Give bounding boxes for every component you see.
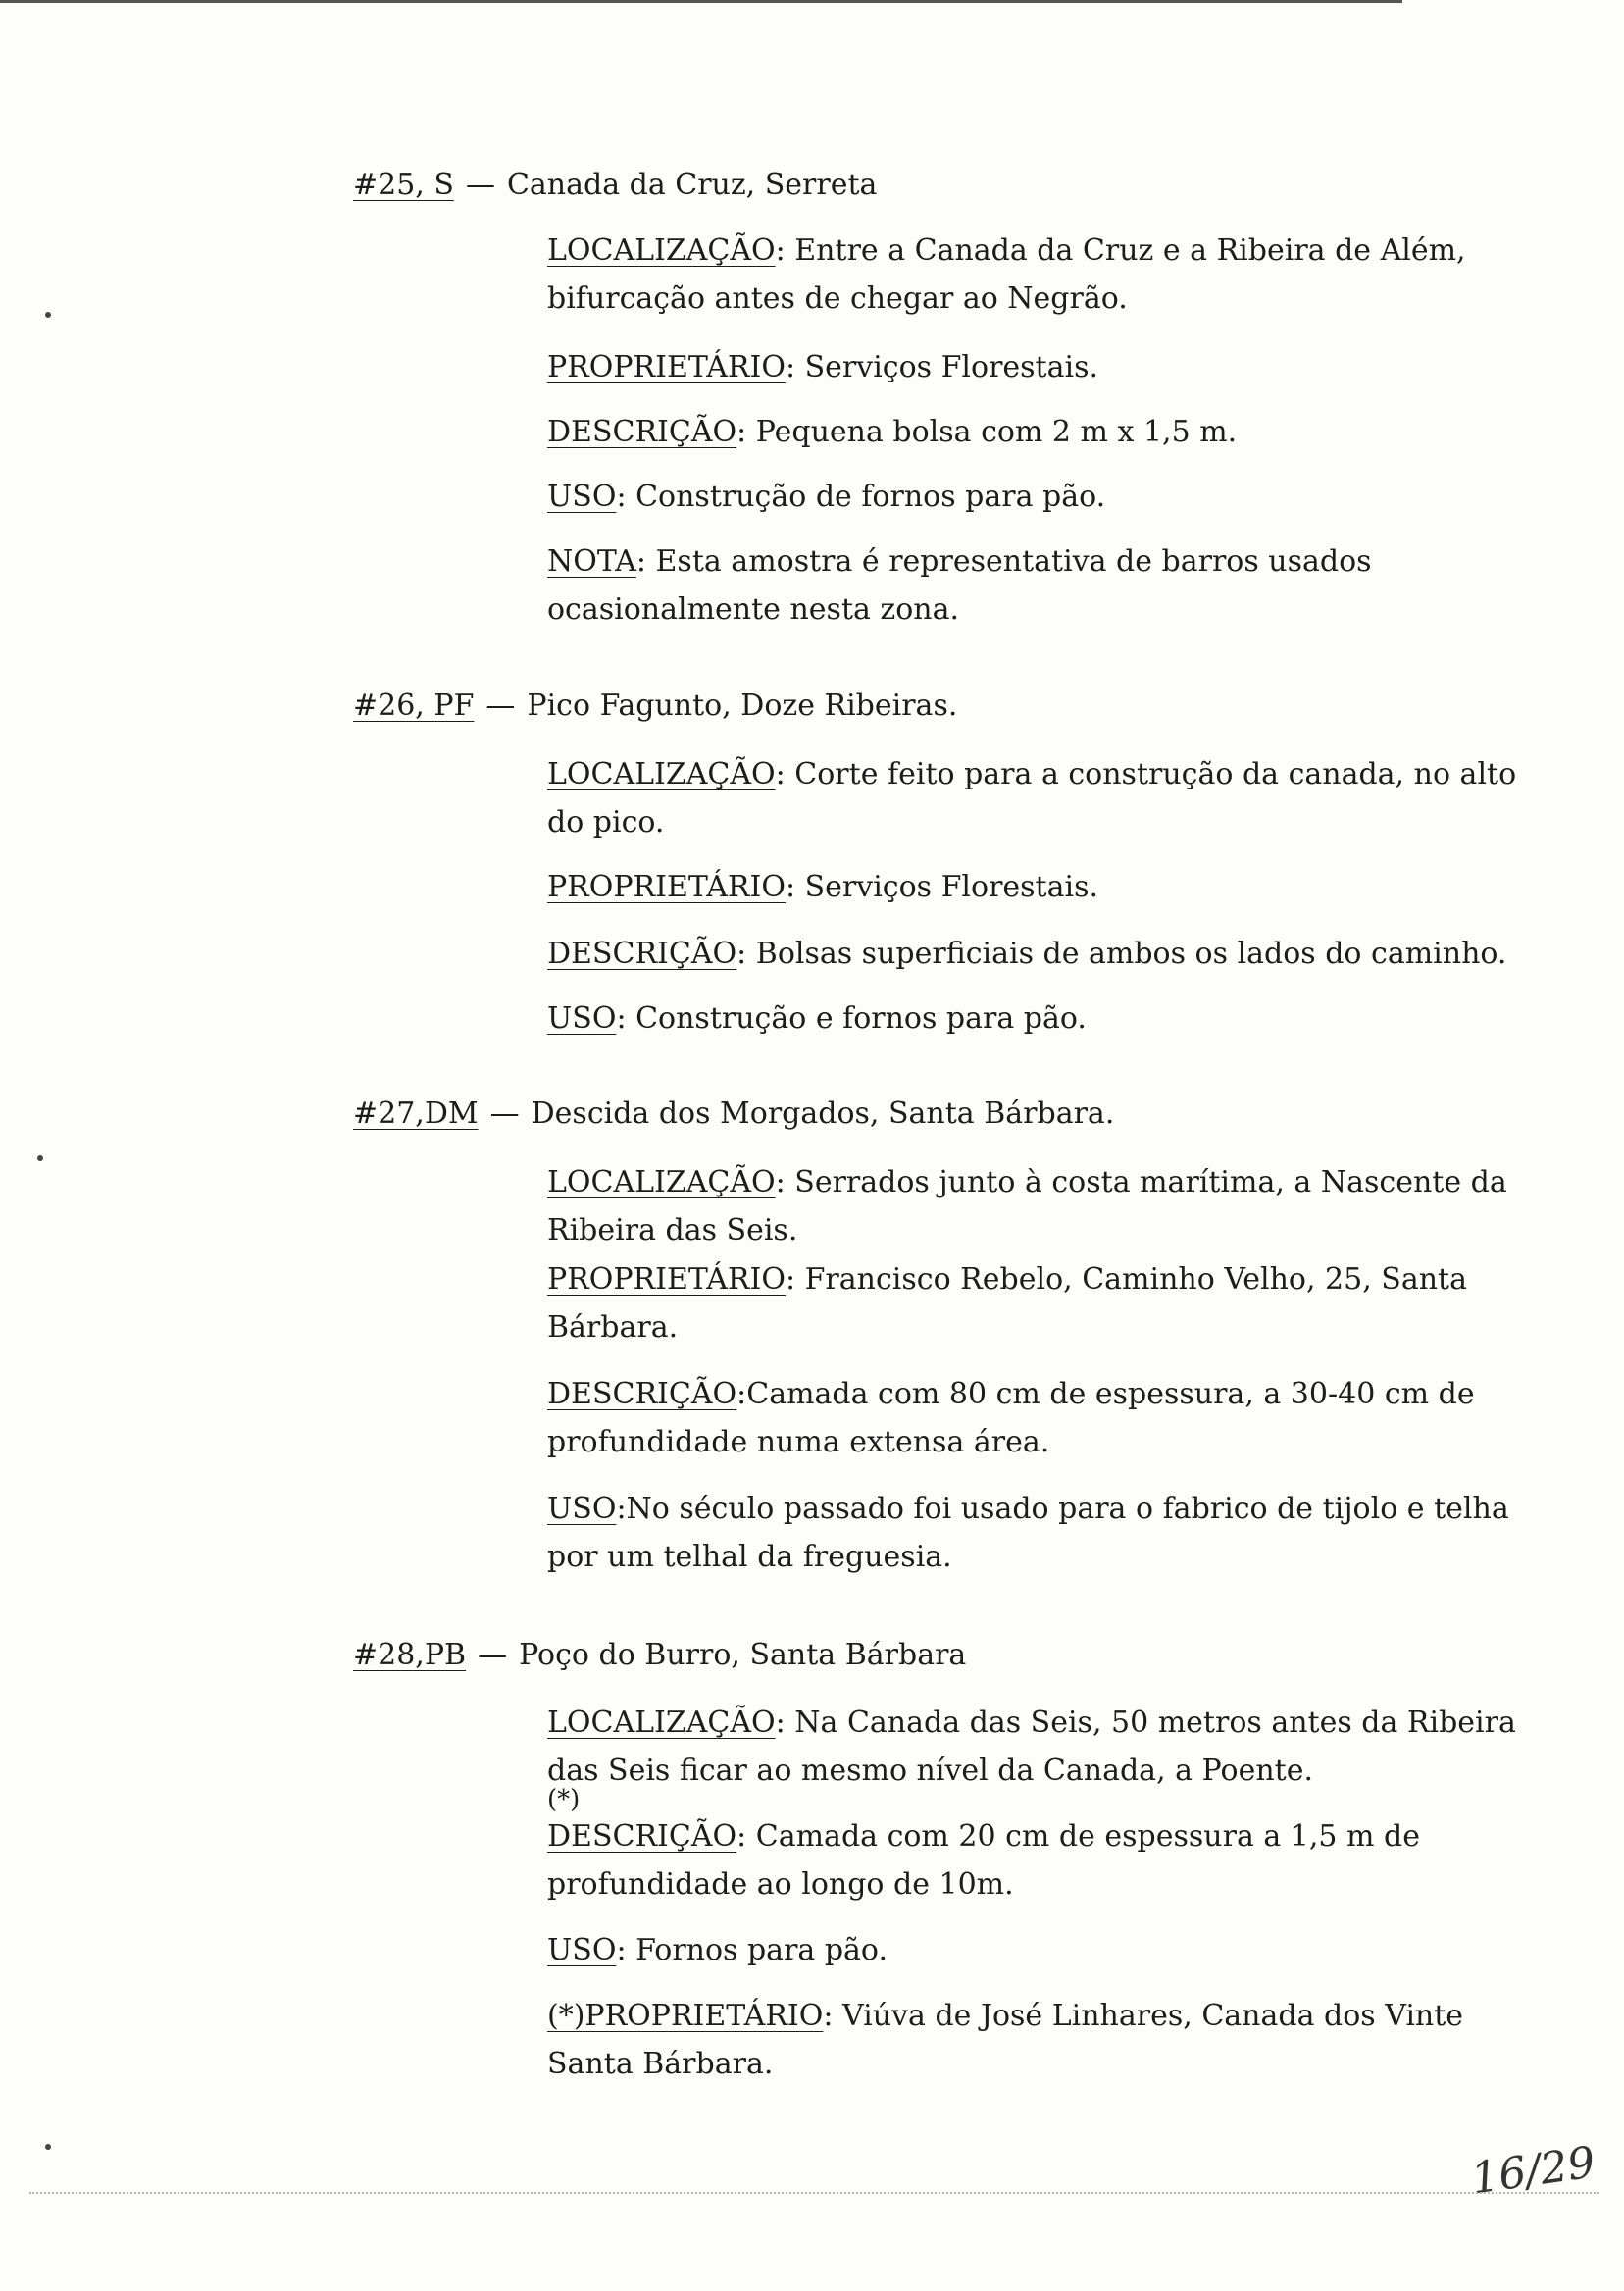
field-nota: NOTA: Esta amostra é representativa de barros usados ocasionalmente nesta zona. [547,544,1372,627]
page-number-handwritten: 16/29 [1468,2137,1599,2205]
field-uso: USO:No século passado foi usado para o fabrico de tijolo e telha por um telhal da freguesia. [547,1492,1509,1574]
field-proprietario: PROPRIETÁRIO: Serviços Florestais. [547,350,1099,384]
entry-place: Canada da Cruz, Serreta [506,168,878,202]
field-localizacao: LOCALIZAÇÃO: Na Canada das Seis, 50 metros antes da Ribeira das Seis ficar ao mesmo nível da Canada, a Poente. [547,1706,1516,1788]
field-uso: USO: Fornos para pão. [547,1933,888,1967]
field-descricao: DESCRIÇÃO: Camada com 20 cm de espessura a 1,5 m de profundidade ao longo de 10m. [547,1819,1420,1902]
entry-place: Poço do Burro, Santa Bárbara [519,1638,967,1672]
field-descricao: DESCRIÇÃO: Bolsas superficiais de ambos os lados do caminho. [547,937,1507,971]
entry-heading: #25, S — Canada da Cruz, Serreta [353,168,878,202]
field-descricao: DESCRIÇÃO:Camada com 80 cm de espessura, a 30-40 cm de profundidade numa extensa área. [547,1377,1475,1459]
entry-code: #25, S [353,168,454,202]
field-proprietario: (*)PROPRIETÁRIO: Viúva de José Linhares, Canada dos Vinte Santa Bárbara. [547,1999,1464,2081]
field-asterisk-note: (*) [547,1785,581,1814]
field-uso: USO: Construção e fornos para pão. [547,1001,1087,1036]
scan-speck [37,1155,43,1161]
entry-place: Pico Fagunto, Doze Ribeiras. [527,688,958,723]
field-localizacao: LOCALIZAÇÃO: Corte feito para a construção da canada, no alto do pico. [547,757,1517,840]
scan-speck [45,312,51,318]
field-localizacao: LOCALIZAÇÃO: Entre a Canada da Cruz e a Ribeira de Além, bifurcação antes de chegar ao Negrão. [547,233,1466,316]
field-proprietario: PROPRIETÁRIO: Francisco Rebelo, Caminho Velho, 25, Santa Bárbara. [547,1262,1467,1345]
entry-code: #28,PB [353,1638,467,1672]
footer-dotted-rule [29,2192,1599,2194]
entry-place: Descida dos Morgados, Santa Bárbara. [531,1096,1115,1131]
scan-speck [45,2144,51,2150]
entry-heading: #28,PB — Poço do Burro, Santa Bárbara [353,1638,967,1672]
entry-heading: #26, PF — Pico Fagunto, Doze Ribeiras. [353,688,958,723]
entry-code: #27,DM [353,1096,479,1131]
entry-heading: #27,DM — Descida dos Morgados, Santa Bárbara. [353,1096,1115,1131]
field-localizacao: LOCALIZAÇÃO: Serrados junto à costa marítima, a Nascente da Ribeira das Seis. [547,1165,1507,1247]
field-uso: USO: Construção de fornos para pão. [547,480,1106,514]
field-proprietario: PROPRIETÁRIO: Serviços Florestais. [547,870,1099,904]
entry-code: #26, PF [353,688,475,723]
field-descricao: DESCRIÇÃO: Pequena bolsa com 2 m x 1,5 m. [547,415,1238,449]
